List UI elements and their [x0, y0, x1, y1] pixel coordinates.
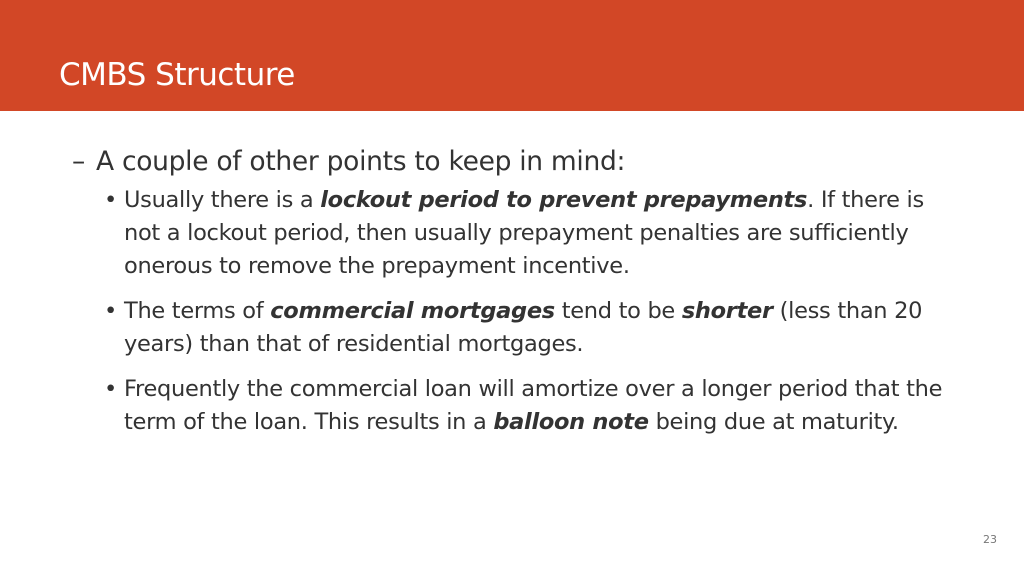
emphasis-lockout-period: lockout period to prevent prepayments: [320, 187, 808, 213]
title-bar: [0, 0, 1024, 111]
bullet-text: . If there is not a lockout period, then usually prepayment penalties are sufficiently onerous to remove the prepayment incentive.: [124, 187, 924, 279]
slide-title: CMBS Structure: [59, 57, 295, 93]
bullet-marker: •: [104, 298, 117, 324]
intro-point: [72, 140, 972, 184]
bullet-text: (less than 20 years) than that of residential mortgages.: [124, 298, 923, 357]
bullet-text: Frequently the commercial loan will amortize over a longer period that the term of the loan. This results in a: [124, 376, 943, 435]
bullet-balloon-note: [104, 373, 964, 439]
bullet-lockout: [104, 184, 964, 283]
emphasis-balloon-note: balloon note: [493, 409, 649, 435]
bullet-text: The terms of: [124, 298, 271, 324]
bullet-marker: •: [104, 376, 117, 402]
emphasis-commercial-mortgages: commercial mortgages: [270, 298, 555, 324]
emphasis-shorter: shorter: [681, 298, 773, 324]
page-number: 23: [983, 533, 997, 546]
dash-marker: –: [72, 146, 85, 177]
bullet-marker: •: [104, 187, 117, 213]
bullet-text: Usually there is a: [124, 187, 321, 213]
bullet-text: tend to be: [554, 298, 682, 324]
intro-point-text: A couple of other points to keep in mind:: [96, 146, 626, 177]
slide-body: [72, 140, 972, 439]
bullet-commercial-terms: [104, 295, 964, 361]
bullet-text: being due at maturity.: [648, 409, 899, 435]
